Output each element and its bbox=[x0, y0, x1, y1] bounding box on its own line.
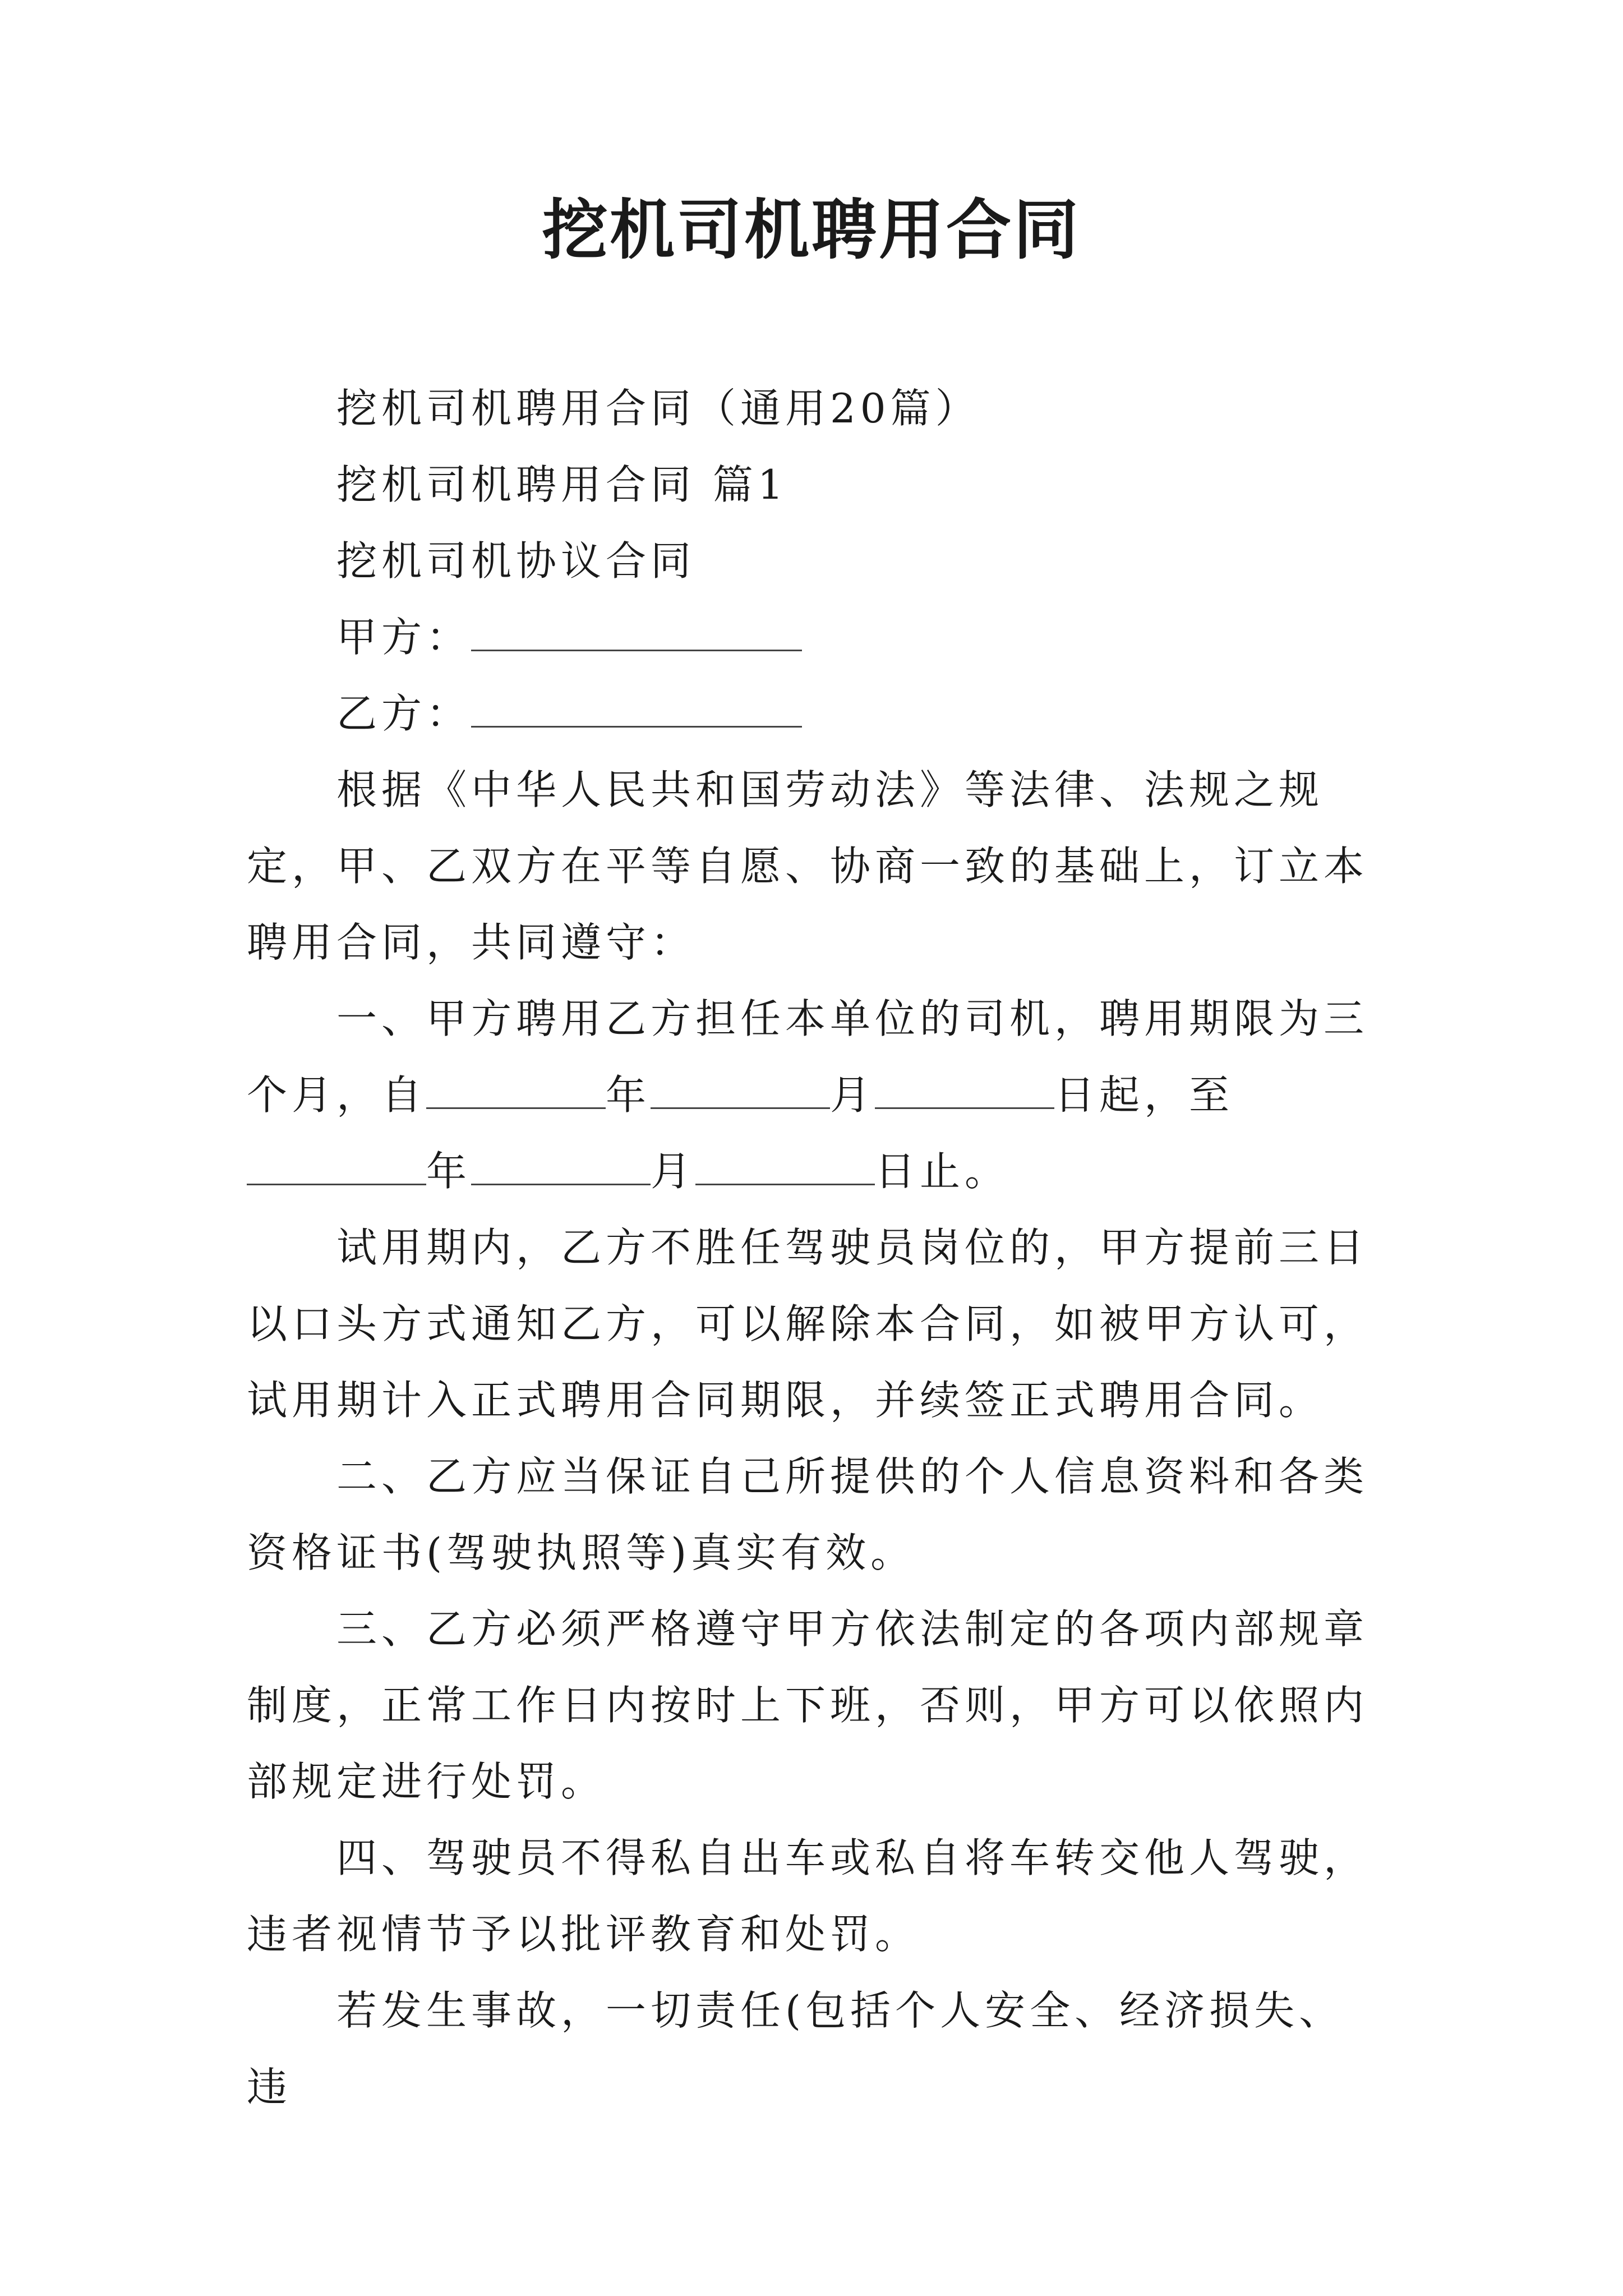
probation-paragraph: 试用期内，乙方不胜任驾驶员岗位的，甲方提前三日以口头方式通知乙方，可以解除本合同，如被甲方认可，试用期计入正式聘用合同期限，并续签正式聘用合同。 bbox=[247, 1224, 1369, 1424]
clause-1-text: 一、甲方聘用乙方担任本单位的司机，聘用期限为三个月，自 bbox=[247, 995, 1369, 1119]
preamble-paragraph: 根据《中华人民共和国劳动法》等法律、法规之规定，甲、乙双方在平等自愿、协商一致的基础上，订立本聘用合同，共同遵守： bbox=[247, 766, 1369, 966]
accident-paragraph: 若发生事故，一切责任(包括个人安全、经济损失、违 bbox=[247, 1987, 1344, 2110]
party-b-blank bbox=[471, 688, 802, 728]
end-month-label: 月 bbox=[651, 1148, 696, 1195]
party-b-line bbox=[247, 675, 1385, 752]
start-day-label: 日起，至 bbox=[1054, 1071, 1234, 1119]
end-day-blank bbox=[695, 1145, 875, 1185]
start-year-label: 年 bbox=[606, 1071, 651, 1119]
start-month-blank bbox=[651, 1069, 830, 1109]
end-month-blank bbox=[471, 1145, 651, 1185]
end-year-blank bbox=[247, 1145, 426, 1185]
party-a-label: 甲方： bbox=[336, 614, 472, 661]
start-day-blank bbox=[875, 1069, 1054, 1109]
clause-2-paragraph: 二、乙方应当保证自己所提供的个人信息资料和各类资格证书(驾驶执照等)真实有效。 bbox=[247, 1453, 1369, 1576]
clause-3-paragraph: 三、乙方必须严格遵守甲方依法制定的各项内部规章制度，正常工作日内按时上下班，否则，甲方可以依照内部规定进行处罚。 bbox=[247, 1605, 1369, 1805]
sub-title: 挖机司机协议合同 bbox=[336, 537, 696, 585]
collection-title: 挖机司机聘用合同（通用20篇） bbox=[336, 385, 980, 432]
end-day-label: 日止。 bbox=[875, 1148, 1010, 1195]
section-title: 挖机司机聘用合同 篇1 bbox=[336, 461, 788, 508]
clause-1-paragraph bbox=[247, 981, 1385, 1209]
document-body bbox=[247, 370, 1385, 2125]
document-title: 挖机司机聘用合同 bbox=[542, 192, 1081, 268]
party-b-label: 乙方： bbox=[336, 690, 472, 737]
start-year-blank bbox=[426, 1069, 606, 1109]
party-a-blank bbox=[471, 611, 802, 651]
end-year-label: 年 bbox=[426, 1148, 472, 1195]
start-month-label: 月 bbox=[830, 1071, 875, 1119]
clause-4-paragraph: 四、驾驶员不得私自出车或私自将车转交他人驾驶，违者视情节予以批评教育和处罚。 bbox=[247, 1834, 1369, 1958]
party-a-line bbox=[247, 599, 1385, 675]
